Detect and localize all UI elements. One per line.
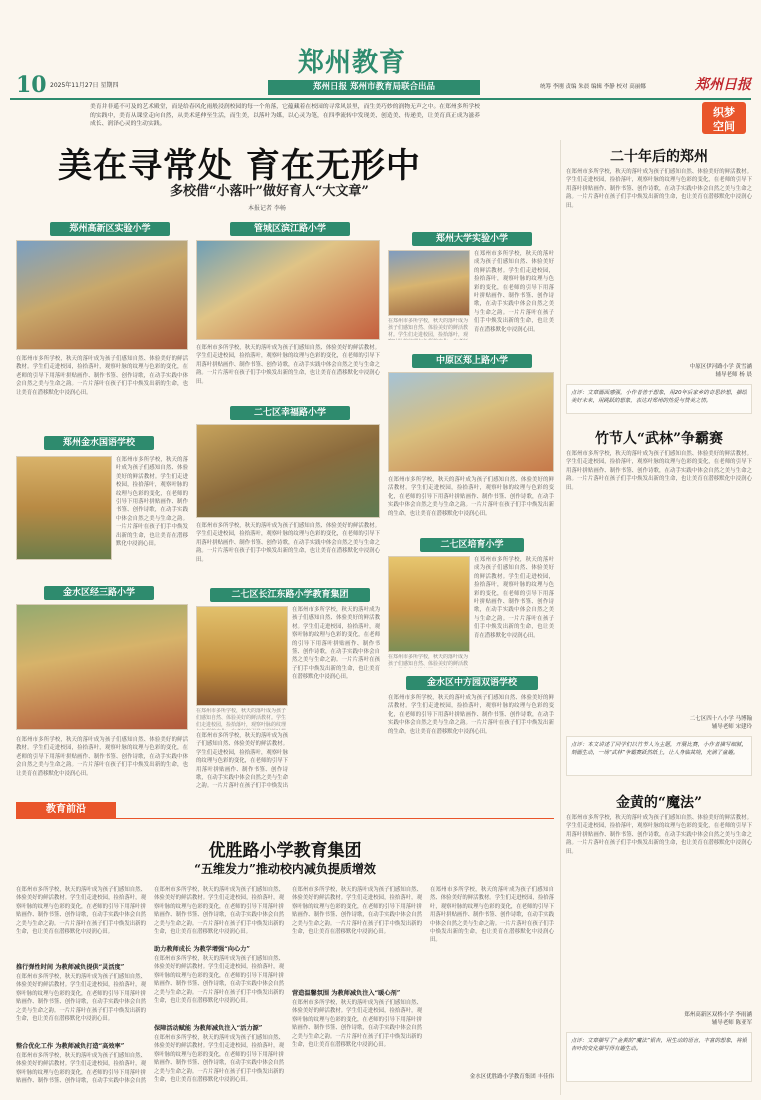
text-erqi-xinghua: 在郑州市多所学校，秋天的落叶成为孩子们感知自然、体验美好的鲜活教材。学生们走进校园，捡拾落叶，观察叶脉的纹理与色彩的变化，在老师的引导下用落叶拼贴画作、制作书签、创作诗歌，在动手实践中体会自然之美与生命之韵。一片片落叶在孩子们手中焕发出新的生命，也让美育在潜移默化中浸润心田。 (196, 523, 380, 563)
caption-daxue: 在郑州市多所学校，秋天的落叶成为孩子们感知自然、体验美好的鲜活教材。学生们走进校园，捡拾落叶，观 (388, 318, 469, 338)
school-heading-erqi-peiyu: 二七区培育小学 (420, 538, 524, 552)
bottom-article-title: 优胜路小学教育集团 (208, 841, 362, 861)
article3-credit-1: 郑州高新区双桥小学 李雨涵 (684, 1012, 752, 1018)
tag-line-1: 织梦 (713, 106, 735, 119)
text-gaoxin: 在郑州市多所学校，秋天的落叶成为孩子们感知自然、体验美好的鲜活教材。学生们走进校园，捡拾落叶，观察叶脉的纹理与色彩的变化，在老师的引导下用落叶拼贴画作、制作书签、创作诗歌，在动手实践中体会自然之美与生命之韵。一片片落叶在孩子们手中焕发出新的生命，也让美育在潜移默化中浸润心田。 (16, 356, 188, 396)
article3-comment-box (566, 1032, 752, 1082)
article1-text: 在郑州市多所学校，秋天的落叶成为孩子们感知自然、体验美好的鲜活教材。学生们走进校园，捡拾落叶，观察叶脉的纹理与色彩的变化，在老师的引导下用落叶拼贴画作、制作书签、创作诗歌，在动手实践中体会自然之美与生命之韵。一片片落叶在孩子们手中焕发出新的生命，也让美育在潜移默化中浸润心田。 (566, 169, 752, 209)
bottom-text-3b: 在郑州市多所学校，秋天的落叶成为孩子们感知自然、体验美好的鲜活教材。学生们走进校园，捡拾落叶，观察叶脉的纹理与色彩的变化，在老师的引导下用落叶拼贴画作、制作书签、创作诗歌，在动手实践中体会自然之美与生命之韵。一片片落叶在孩子们手中焕发出新的生命，也让美育在潜移默化中浸润心田。 (292, 1000, 422, 1049)
school-heading-erqi-changjiang: 二七区长江东路小学教育集团 (210, 588, 370, 602)
bottom-heading-1: 推行弹性时间 为教师减负提供“灵活度” (16, 964, 125, 971)
article2-comment: 点评：本文讲述了同学们以竹节人为主题，开展比赛，小作者描写细腻，刻画生动，一场“武林”争霸赛跃然纸上，让人身临其境，充满了童趣。 (571, 742, 747, 757)
bottom-text-3a: 在郑州市多所学校，秋天的落叶成为孩子们感知自然、体验美好的鲜活教材。学生们走进校园，捡拾落叶，观察叶脉的纹理与色彩的变化，在老师的引导下用落叶拼贴画作、制作书签、创作诗歌，在动手实践中体会自然之美与生命之韵。一片片落叶在孩子们手中焕发出新的生命，也让美育在潜移默化中浸润心田。 (292, 887, 422, 936)
photo-erqi-peiyu (388, 556, 470, 652)
school-heading-jinshui-jingsan: 金水区经三路小学 (44, 586, 154, 600)
school-heading-gaoxin: 郑州高新区实验小学 (50, 222, 170, 236)
photo-daxue (388, 250, 470, 316)
article3-comment: 点评：文章描写了“金黄的”魔法”银杏，用生动的语言，丰富的想象，将银杏叶的变化描写得有趣生动。 (571, 1038, 747, 1053)
editor-credits: 统筹 李刚 责编 朱晨 编辑 李静 校对 高丽娜 (540, 84, 646, 90)
article3-title: 金黄的“魔法” (615, 795, 703, 811)
intro-paragraph: 美育并非遥不可及的艺术殿堂，而是给春风化雨般浸润校园的每一个角落，它蕴藏着在校园的寻常风景里，而生美巧妙的润物无声之中。在郑州多所学校的实践中，美育从课堂走向自然，从美术延伸至生活，而生美，以落叶为媒，以心灵为笔，在四季流转中发现美、创造美、传递美，让美育真正成为滋养成长、润泽心灵的生动实践。 (90, 104, 480, 128)
caption-erqi-changjiang: 在郑州市多所学校，秋天的落叶成为孩子们感知自然、体验美好的鲜活教材。学生们走进校园，捡拾落叶，观察叶脉的纹理 (196, 708, 287, 728)
school-heading-erqi-xinghua: 二七区幸福路小学 (230, 406, 350, 420)
text-erqi-changjiang-2: 在郑州市多所学校，秋天的落叶成为孩子们感知自然、体验美好的鲜活教材。学生们走进校园，捡拾落叶，观察叶脉的纹理与色彩的变化，在老师的引导下用落叶拼贴画作、制作书签、创作诗歌，在动手实践中体会自然之美与生命之韵。一片片落叶在孩子们手中焕发出 (196, 733, 288, 790)
bottom-heading-4: 保障活动赋能 为教师减负注入“活力源” (154, 1025, 263, 1032)
bottom-text-1a: 在郑州市多所学校，秋天的落叶成为孩子们感知自然、体验美好的鲜活教材。学生们走进校园，捡拾落叶，观察叶脉的纹理与色彩的变化，在老师的引导下用落叶拼贴画作、制作书签、创作诗歌，在动手实践中体会自然之美与生命之韵。一片片落叶在孩子们手中焕发出新的生命，也让美育在潜移默化中浸润心田。 (16, 887, 146, 936)
page-header (0, 0, 761, 100)
text-jinshui-guoji: 在郑州市多所学校，秋天的落叶成为孩子们感知自然、体验美好的鲜活教材。学生们走进校园，捡拾落叶，观察叶脉的纹理与色彩的变化，在老师的引导下用落叶拼贴画作、制作书签、创作诗歌，在动手实践中体会自然之美与生命之韵。一片片落叶在孩子们手中焕发出新的生命，也让美育在潜移默化中浸润心田。 (116, 457, 188, 548)
photo-gaoxin (16, 240, 188, 350)
bottom-text-2c: 在郑州市多所学校，秋天的落叶成为孩子们感知自然、体验美好的鲜活教材。学生们走进校园，捡拾落叶，观察叶脉的纹理与色彩的变化，在老师的引导下用落叶拼贴画作、制作书签、创作诗歌，在动手实践中体会自然之美与生命之韵。一片片落叶在孩子们手中焕发出新的生命，也让美育在潜移默化中浸润心田。 (154, 1035, 284, 1084)
photo-jinshui-guoji (16, 456, 112, 560)
photo-erqi-changjiang (196, 606, 288, 706)
text-erqi-changjiang: 在郑州市多所学校，秋天的落叶成为孩子们感知自然、体验美好的鲜活教材。学生们走进校园，捡拾落叶，观察叶脉的纹理与色彩的变化，在老师的引导下用落叶拼贴画作、制作书签、创作诗歌，在动手实践中体会自然之美与生命之韵。一片片落叶在孩子们手中焕发出新的生命，也让美育在潜移默化中浸润心田。 (292, 607, 380, 681)
text-zhongyuan: 在郑州市多所学校，秋天的落叶成为孩子们感知自然、体验美好的鲜活教材。学生们走进校园，捡拾落叶，观察叶脉的纹理与色彩的变化，在老师的引导下用落叶拼贴画作、制作书签、创作诗歌，在动手实践中体会自然之美与生命之韵。一片片落叶在孩子们手中焕发出新的生命，也让美育在潜移默化中浸润心田。 (388, 477, 554, 517)
text-jinshui-jingsan: 在郑州市多所学校，秋天的落叶成为孩子们感知自然、体验美好的鲜活教材。学生们走进校园，捡拾落叶，观察叶脉的纹理与色彩的变化，在老师的引导下用落叶拼贴画作、制作书签、创作诗歌，在动手实践中体会自然之美与生命之韵。一片片落叶在孩子们手中焕发出新的生命，也让美育在潜移默化中浸润心田。 (16, 737, 188, 777)
text-guancheng: 在郑州市多所学校，秋天的落叶成为孩子们感知自然、体验美好的鲜活教材。学生们走进校园，捡拾落叶，观察叶脉的纹理与色彩的变化，在老师的引导下用落叶拼贴画作、制作书签、创作诗歌，在动手实践中体会自然之美与生命之韵。一片片落叶在孩子们手中焕发出新的生命，也让美育在潜移默化中浸润心田。 (196, 345, 380, 385)
article3-credit-2: 辅导老师 陈亚军 (711, 1020, 752, 1026)
article1-title: 二十年后的郑州 (610, 149, 708, 165)
bottom-text-1b: 在郑州市多所学校，秋天的落叶成为孩子们感知自然、体验美好的鲜活教材。学生们走进校园，捡拾落叶，观察叶脉的纹理与色彩的变化，在老师的引导下用落叶拼贴画作、制作书签、创作诗歌，在动手实践中体会自然之美与生命之韵。一片片落叶在孩子们手中焕发出新的生命，也让美育在潜移默化中浸润心田。 (16, 974, 146, 1023)
bottom-article-subtitle: “五维发力”推动校内减负提质增效 (194, 862, 376, 876)
main-title: 美在寻常处 育在无形中 (58, 146, 421, 186)
text-daxue: 在郑州市多所学校，秋天的落叶成为孩子们感知自然、体验美好的鲜活教材。学生们走进校园，捡拾落叶，观察叶脉的纹理与色彩的变化，在老师的引导下用落叶拼贴画作、制作书签、创作诗歌，在动手实践中体会自然之美与生命之韵。一片片落叶在孩子们手中焕发出新的生命，也让美育在潜移默化中浸润心田。 (474, 251, 554, 333)
school-heading-zhongyuan: 中原区郑上路小学 (412, 354, 532, 368)
school-heading-jinshui-guoji: 郑州金水国语学校 (44, 436, 154, 450)
bottom-rule (16, 818, 554, 819)
issue-date: 2025年11月27日 星期四 (50, 82, 119, 89)
article3-text: 在郑州市多所学校，秋天的落叶成为孩子们感知自然、体验美好的鲜活教材。学生们走进校园，捡拾落叶，观察叶脉的纹理与色彩的变化，在老师的引导下用落叶拼贴画作、制作书签、创作诗歌，在动手实践中体会自然之美与生命之韵。一片片落叶在孩子们手中焕发出新的生命，也让美育在潜移默化中浸润心田。 (566, 815, 752, 855)
photo-jinshui-jingsan (16, 604, 188, 730)
byline: 本报记者 李畅 (248, 205, 286, 212)
education-frontier-label: 教育前沿 (46, 804, 86, 815)
article1-credit-1: 中原区伊河路小学 黄雪涵 (689, 364, 752, 370)
bottom-text-1c: 在郑州市多所学校，秋天的落叶成为孩子们感知自然、体验美好的鲜活教材。学生们走进校园，捡拾落叶，观察叶脉的纹理与色彩的变化，在老师的引导下用落叶拼贴画作、制作书签、创作诗歌，在动手实践中体会自然 (16, 1053, 146, 1085)
article2-credit-1: 二七区四十八小学 马博翰 (689, 716, 752, 722)
bottom-column-4 (430, 886, 554, 1092)
bottom-heading-3: 助力教师成长 为教学增强“向心力” (154, 946, 250, 953)
article2-comment-box (566, 736, 752, 776)
article1-credit-2: 辅导老师 杨 晨 (715, 372, 752, 378)
main-subtitle: 多校借“小落叶”做好育人“大文章” (170, 184, 369, 199)
bottom-article-credit: 金水区优胜路小学教育集团 丰佳伟 (469, 1074, 554, 1080)
school-heading-jinshui-huayuan: 金水区中方园双语学校 (406, 676, 538, 690)
text-erqi-peiyu: 在郑州市多所学校，秋天的落叶成为孩子们感知自然、体验美好的鲜活教材。学生们走进校园，捡拾落叶，观察叶脉的纹理与色彩的变化，在老师的引导下用落叶拼贴画作、制作书签、创作诗歌，在动手实践中体会自然之美与生命之韵。一片片落叶在孩子们手中焕发出新的生命，也让美育在潜移默化中浸润心田。 (474, 557, 554, 639)
school-heading-guancheng: 管城区滨江路小学 (230, 222, 350, 236)
section-subtitle: 郑州日报 郑州市教育局联合出品 (313, 82, 435, 92)
article2-credit-2: 辅导老师 宋建玲 (711, 724, 752, 730)
bottom-heading-5: 营造温馨氛围 为教师减负注入“暖心剂” (292, 990, 401, 997)
article1-comment-box (566, 384, 752, 414)
photo-zhongyuan (388, 372, 554, 472)
bottom-heading-2: 整合优化工作 为教师减负打造“高效率” (16, 1043, 125, 1050)
photo-erqi-xinghua (196, 424, 380, 518)
article2-text: 在郑州市多所学校，秋天的落叶成为孩子们感知自然、体验美好的鲜活教材。学生们走进校园，捡拾落叶，观察叶脉的纹理与色彩的变化，在老师的引导下用落叶拼贴画作、制作书签、创作诗歌，在动手实践中体会自然之美与生命之韵。一片片落叶在孩子们手中焕发出新的生命，也让美育在潜移默化中浸润心田。 (566, 451, 752, 491)
bottom-text-2a: 在郑州市多所学校，秋天的落叶成为孩子们感知自然、体验美好的鲜活教材。学生们走进校园，捡拾落叶，观察叶脉的纹理与色彩的变化，在老师的引导下用落叶拼贴画作、制作书签、创作诗歌，在动手实践中体会自然之美与生命之韵。一片片落叶在孩子们手中焕发出新的生命，也让美育在潜移默化中浸润心田。 (154, 887, 284, 936)
text-jinshui-huayuan: 在郑州市多所学校，秋天的落叶成为孩子们感知自然、体验美好的鲜活教材。学生们走进校园，捡拾落叶，观察叶脉的纹理与色彩的变化，在老师的引导下用落叶拼贴画作、制作书签、创作诗歌，在动手实践中体会自然之美与生命之韵。一片片落叶在孩子们手中焕发出新的生命，也让美育在潜移默化中浸润心田。 (388, 695, 554, 735)
bottom-column-3 (292, 886, 422, 1092)
header-rule (10, 98, 751, 100)
article2-title: 竹节人“武林”争霸赛 (594, 431, 724, 447)
school-heading-daxue: 郑州大学实验小学 (412, 232, 532, 246)
caption-erqi-peiyu: 在郑州市多所学校，秋天的落叶成为孩子们感知自然、体验美好的鲜活教 (388, 654, 469, 667)
bottom-column-2 (154, 886, 284, 1092)
bottom-column-1 (16, 886, 146, 1092)
photo-guancheng (196, 240, 380, 340)
tag-line-2: 空间 (713, 120, 735, 133)
right-column-divider (560, 140, 561, 1095)
article1-comment: 点评：文章画面感强，小作者善于想象，用20年后家乡的奇思妙想，描绘美好未来，用跳跃的想象，表达对郑州的热爱与赞美之情。 (571, 390, 747, 405)
newspaper-logo: 郑州日报 (695, 77, 751, 93)
bottom-text-4a: 在郑州市多所学校，秋天的落叶成为孩子们感知自然、体验美好的鲜活教材。学生们走进校园，捡拾落叶，观察叶脉的纹理与色彩的变化，在老师的引导下用落叶拼贴画作、制作书签、创作诗歌，在动手实践中体会自然之美与生命之韵。一片片落叶在孩子们手中焕发出新的生命，也让美育在潜移默化中浸润心田。 (430, 887, 554, 944)
bottom-text-2b: 在郑州市多所学校，秋天的落叶成为孩子们感知自然、体验美好的鲜活教材。学生们走进校园，捡拾落叶，观察叶脉的纹理与色彩的变化，在老师的引导下用落叶拼贴画作、制作书签、创作诗歌，在动手实践中体会自然之美与生命之韵。一片片落叶在孩子们手中焕发出新的生命，也让美育在潜移默化中浸润心田。 (154, 956, 284, 1005)
section-title: 郑州教育 (298, 48, 407, 78)
page-number: 10 (16, 72, 47, 98)
